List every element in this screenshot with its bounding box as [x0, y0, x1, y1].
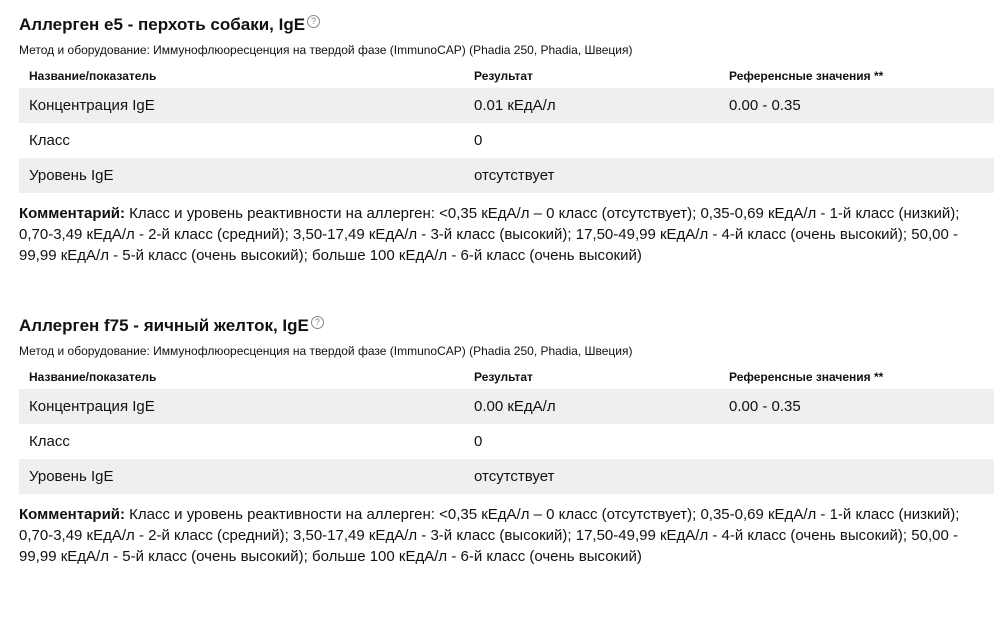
row-result: отсутствует	[464, 459, 719, 494]
row-result: 0.00 кЕдА/л	[464, 389, 719, 424]
allergen-section-f75	[19, 313, 994, 567]
row-reference	[719, 424, 994, 459]
table-row	[19, 88, 994, 123]
table-row	[19, 123, 994, 158]
row-result: отсутствует	[464, 158, 719, 193]
section-title-text: Аллерген e5 - перхоть собаки, IgE	[19, 15, 306, 34]
row-name: Концентрация IgE	[19, 389, 464, 424]
header-result: Результат	[474, 69, 533, 83]
comment-text: Класс и уровень реактивности на аллерген: <0,35 кЕдА/л – 0 класс (отсутствует); 0,35-0,69 кЕдА/л - 1-й класс (низкий); 0,70-3,49 кЕдА/л - 2-й класс (средний); 3,50-17,49 кЕдА/л - 3-й класс (высокий); 17,50-49,99 кЕдА/л - 4-й класс (очень высокий); 50,00 - 99,99 кЕдА/л - 5-й класс (очень высокий); больше 100 кЕдА/л - 6-й класс (очень высокий)	[19, 205, 960, 264]
table-header-row	[19, 64, 994, 88]
header-name: Название/показатель	[29, 69, 157, 83]
section-title	[19, 313, 994, 339]
help-icon[interactable]: ?	[307, 15, 320, 28]
header-name: Название/показатель	[29, 370, 157, 384]
table-row	[19, 389, 994, 424]
results-table	[19, 64, 994, 193]
section-title	[19, 12, 994, 38]
row-result: 0	[474, 132, 483, 149]
row-reference	[719, 123, 994, 158]
row-name: Класс	[29, 433, 70, 450]
comment-label: Комментарий:	[19, 205, 126, 222]
header-result: Результат	[474, 370, 533, 384]
comment	[19, 504, 994, 567]
table-row	[19, 459, 994, 494]
comment-text: Класс и уровень реактивности на аллерген: <0,35 кЕдА/л – 0 класс (отсутствует); 0,35-0,69 кЕдА/л - 1-й класс (низкий); 0,70-3,49 кЕдА/л - 2-й класс (средний); 3,50-17,49 кЕдА/л - 3-й класс (высокий); 17,50-49,99 кЕдА/л - 4-й класс (очень высокий); 50,00 - 99,99 кЕдА/л - 5-й класс (очень высокий); больше 100 кЕдА/л - 6-й класс (очень высокий)	[19, 506, 960, 565]
help-icon[interactable]: ?	[311, 316, 324, 329]
row-reference: 0.00 - 0.35	[719, 88, 994, 123]
comment	[19, 203, 994, 266]
row-reference	[719, 459, 994, 494]
method-description: Метод и оборудование: Иммунофлюоресценция на твердой фазе (ImmunoCAP) (Phadia 250, Phadia, Швеция)	[19, 344, 633, 358]
allergen-section-e5	[19, 12, 994, 266]
row-reference	[719, 158, 994, 193]
row-name: Уровень IgE	[19, 459, 464, 494]
row-name: Класс	[29, 132, 70, 149]
row-name: Уровень IgE	[19, 158, 464, 193]
header-reference: Референсные значения **	[729, 69, 884, 83]
section-title-text: Аллерген f75 - яичный желток, IgE	[19, 316, 309, 335]
table-header-row	[19, 365, 994, 389]
results-table	[19, 365, 994, 494]
row-result: 0.01 кЕдА/л	[464, 88, 719, 123]
comment-label: Комментарий:	[19, 506, 126, 523]
method-description: Метод и оборудование: Иммунофлюоресценция на твердой фазе (ImmunoCAP) (Phadia 250, Phadia, Швеция)	[19, 43, 633, 57]
table-row	[19, 158, 994, 193]
table-row	[19, 424, 994, 459]
row-name: Концентрация IgE	[19, 88, 464, 123]
row-reference: 0.00 - 0.35	[719, 389, 994, 424]
row-result: 0	[474, 433, 483, 450]
header-reference: Референсные значения **	[729, 370, 884, 384]
